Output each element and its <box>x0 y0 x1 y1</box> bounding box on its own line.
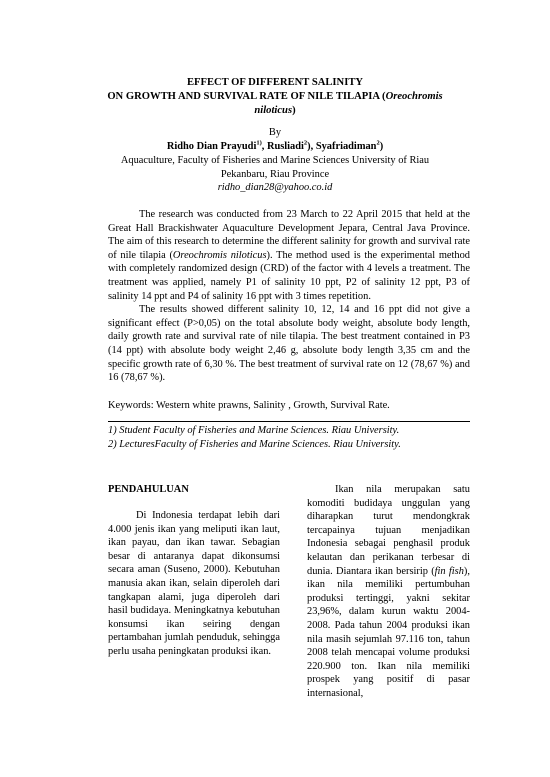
byline: By <box>268 127 282 138</box>
intro-text: ), ikan nila memiliki pertumbuhan produksi tertinggi, yakni sekitar 23,96%, dalam kurun waktu 2004-2008. Pada tahun 2004 produksi ikan nila masih sejumlah 97.116 ton, tahun 2008 telah mencapai volume produksi 220.900 ton. Ikan nila memiliki prospek yang positif di pasar internasional, <box>307 565 470 699</box>
footnote-rule <box>108 421 470 422</box>
author-1: Ridho Dian Prayudi <box>166 141 257 152</box>
intro-fin-fish: fin fish <box>434 565 464 577</box>
footnote-1: 1) Student Faculty of Fisheries and Marine Sciences. Riau University. <box>108 425 400 436</box>
section-heading: PENDAHULUAN <box>108 484 189 495</box>
author-3: Syafriadiman <box>315 141 377 152</box>
abstract-text: The research was conducted from 23 March to 22 April 2015 that held at the Great Hall Brackishwater Aquaculture Development Jepara, Central Java Province. The aim of this research to determine the different salinity for growth and survival rate of nile tilapia ( <box>108 209 470 261</box>
intro-left-column <box>108 509 280 659</box>
author-email: ridho_dian28@yahoo.co.id <box>217 182 333 193</box>
title-close-paren: ) <box>292 104 296 116</box>
title-line-2 <box>102 90 448 118</box>
author-1-mark: 1) <box>256 139 262 147</box>
paper-title <box>102 76 448 117</box>
title-species: Oreochromis niloticus <box>254 90 443 116</box>
abstract-species: Oreochromis niloticus <box>172 249 267 261</box>
intro-paragraph-2 <box>307 483 470 701</box>
abstract-text: ). The method used is the experimental method with completely randomized design (CRD) of the factor with 4 levels a treatment. The treatment was applied, namely P1 of salinity 10 ppt, P2 of salinity 12 ppt, P3 of salinity 14 ppt and P4 of salinity 16 ppt with 3 times repetition. <box>108 249 470 302</box>
intro-right-column <box>307 483 470 701</box>
author-close: ) <box>379 141 384 152</box>
abstract <box>108 208 470 385</box>
affiliation: Aquaculture, Faculty of Fisheries and Marine Sciences University of Riau <box>120 155 430 166</box>
footnote-2: 2) LecturesFaculty of Fisheries and Marine Sciences. Riau University. <box>108 438 401 450</box>
abstract-paragraph-1 <box>108 208 470 303</box>
intro-text: Ikan nila merupakan satu komoditi budidaya unggulan yang diharapkan turut mendongkrak tercapainya tujuan menjadikan Indonesia sebagai penghasil produk kelautan dan perikanan terbesar di dunia. Diantara ikan bersirip ( <box>307 484 470 577</box>
intro-paragraph-1: Di Indonesia terdapat lebih dari 4.000 jenis ikan yang meliputi ikan laut, ikan payau, dan ikan tawar. Sebagian besar di antaranya dapat dikonsumsi secara aman (Suseno, 2000). Kebutuhan manusia akan ikan, selain diperoleh dari tangkapan alami, juga diperoleh dari hasil budidaya. Meningkatnya kebutuhan konsumsi ikan seiring dengan pertambahan jumlah penduduk, sehingga perlu usaha peningkatan produksi ikan. <box>108 510 280 657</box>
author-3-mark: 2 <box>376 139 380 147</box>
author-list <box>100 140 450 154</box>
title-line-1: EFFECT OF DIFFERENT SALINITY <box>186 77 364 88</box>
affiliation-city: Pekanbaru, Riau Province <box>220 169 330 180</box>
keywords: Keywords: Western white prawns, Salinity , Growth, Survival Rate. <box>108 400 390 411</box>
author-2-mark: 2 <box>303 139 308 147</box>
title-text: ON GROWTH AND SURVIVAL RATE OF NILE TILAPIA ( <box>107 90 386 102</box>
author-2: Rusliadi <box>266 141 304 152</box>
abstract-paragraph-2: The results showed different salinity 10, 12, 14 and 16 ppt did not give a significant effect (P>0,05) on the total absolute body weight, absolute body length, daily growth rate and survival rate of nile tilapia. The best treatment contained in P3 (14 ppt) with absolute body weight 2,46 g, absolute body length 3,35 cm and the specific growth rate of 6,30 %. The best treatment of survival rate on 12 (78,67 %) and 16 (78,67 %). <box>108 304 470 384</box>
footnotes <box>108 424 478 451</box>
author-separator: ), <box>307 141 316 152</box>
author-separator: , <box>261 141 267 152</box>
